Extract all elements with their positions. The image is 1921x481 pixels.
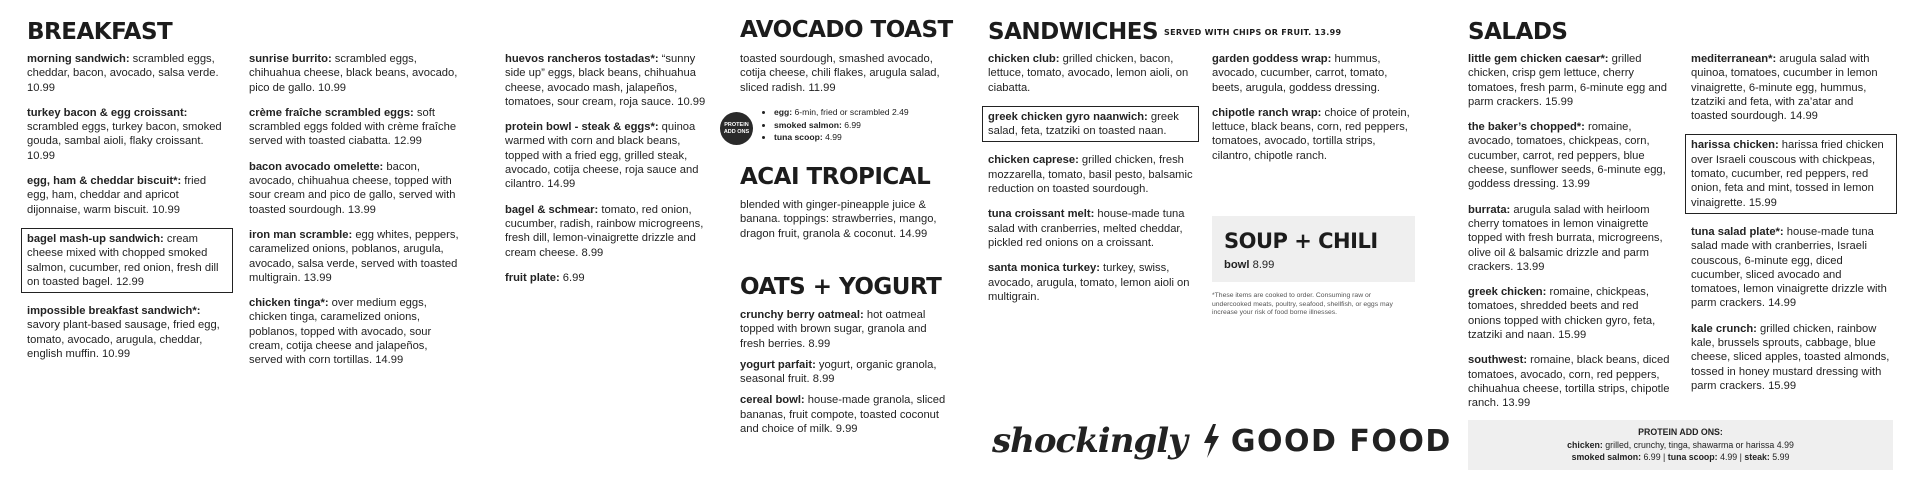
salads-column-1 bbox=[1468, 52, 1673, 422]
food-safety-fineprint: *These items are cooked to order. Consuming raw or undercooked meats, poultry, seafood, shellfish, or eggs may increase your risk of food borne illnesses. bbox=[1212, 292, 1393, 316]
menu-item-turkey-bacon-croissant: turkey bacon & egg croissant: scrambled eggs, turkey bacon, smoked gouda, sambal aioli, flaky croissant. 10.99 bbox=[27, 106, 222, 162]
sandwiches-heading: SANDWICHES SERVED WITH CHIPS OR FRUIT. 13.99 bbox=[988, 19, 1342, 45]
protein-add-ons-badge: PROTEIN ADD ONS bbox=[720, 112, 753, 145]
menu-item-burrata: burrata: arugula salad with heirloom cherry tomatoes in lemon vinaigrette topped with fresh burrata, microgreens, olive oil & balsamic drizzle and parm crackers. 13.99 bbox=[1468, 203, 1663, 273]
soup-chili-box bbox=[1212, 216, 1415, 282]
menu-item-chicken-caprese: chicken caprese: grilled chicken, fresh mozzarella, tomato, basil pesto, balsamic reduction on toasted sourdough. bbox=[988, 154, 1193, 196]
menu-item-garden-goddess-wrap: garden goddess wrap: hummus, avocado, cucumber, carrot, tomato, beets, arugula, goddess dressing. bbox=[1212, 53, 1388, 94]
lightning-bolt-icon bbox=[1201, 424, 1221, 458]
protein-add-ons-chicken-line: chicken: grilled, crunchy, tinga, shawarma or harissa 4.99 bbox=[1567, 439, 1794, 450]
menu-item-protein-bowl: protein bowl - steak & eggs*: quinoa warmed with corn and black beans, topped with a fried egg, grilled steak, avocado, cotija cheese, roja sauce and cilantro. 14.99 bbox=[505, 121, 699, 191]
menu-item-cereal-bowl: cereal bowl: house-made granola, sliced bananas, fruit compote, toasted coconut and choice of milk. 9.99 bbox=[740, 394, 946, 436]
menu-item-southwest: southwest: romaine, black beans, diced tomatoes, avocado, corn, red peppers, chihuahua cheese, tortilla strips, chipotle ranch. 13.99 bbox=[1468, 354, 1670, 410]
logo-script-word: shockingly bbox=[992, 421, 1187, 461]
menu-item-kale-crunch: kale crunch: grilled chicken, rainbow kale, brussels sprouts, cabbage, blue cheese, sliced apples, toasted almonds, tossed in honey mustard dressing with parm crackers. 15.99 bbox=[1691, 322, 1890, 392]
add-on-tuna-scoop: • tuna scoop: 4.99 bbox=[774, 131, 974, 144]
menu-item-bacon-avocado-omelette: bacon avocado omelette: bacon, avocado, chihuahua cheese, topped with sour cream and pico de gallo, served with toasted sourdough. 13.99 bbox=[249, 160, 456, 216]
protein-add-ons-title: PROTEIN ADD ONS: bbox=[1638, 427, 1723, 437]
avocado-add-ons-list bbox=[762, 106, 974, 144]
protein-add-ons-other-line: smoked salmon: 6.99 | tuna scoop: 4.99 | steak: 5.99 bbox=[1571, 452, 1790, 462]
menu-item-bakers-chopped: the baker’s chopped*: romaine, avocado, tomatoes, chickpeas, corn, cucumber, carrot, red peppers, blue cheese, sunflower seeds, 6-minute egg, goddess dressing. 13.99 bbox=[1468, 121, 1666, 191]
menu-item-tuna-salad-plate: tuna salad plate*: house-made tuna salad made with cranberries, Israeli couscous, 6-minute egg, diced cucumber, sliced avocado and tomatoes, lemon vinaigrette drizzle with parm crackers. 14.99 bbox=[1691, 225, 1887, 310]
breakfast-column-3 bbox=[505, 52, 715, 296]
menu-item-iron-man-scramble: iron man scramble: egg whites, peppers, caramelized onions, poblanos, arugula, avocado, salsa verde, served with toasted multigrain. 13.99 bbox=[249, 228, 459, 284]
menu-item-mediterranean: mediterranean*: arugula salad with quinoa, tomatoes, cucumber in lemon vinaigrette, 6-minute egg, hummus, tzatziki and feta, with za’atar and toasted sourdough. 14.99 bbox=[1691, 53, 1878, 123]
logo-good-food: GOOD FOOD bbox=[1230, 423, 1452, 459]
soup-chili-heading: SOUP + CHILI bbox=[1224, 229, 1378, 253]
sandwiches-column-1 bbox=[988, 52, 1193, 315]
menu-item-harissa-chicken-featured: harissa chicken: harissa fried chicken over Israeli couscous with chickpeas, tomato, cucumber, red peppers, red onion, feta and mint, tossed in lemon vinaigrette. 15.99 bbox=[1685, 134, 1897, 213]
menu-item-santa-monica-turkey: santa monica turkey: turkey, swiss, avocado, arugula, tomato, lemon aioli on multigrain. bbox=[988, 262, 1190, 303]
salad-protein-add-ons-box bbox=[1468, 420, 1893, 470]
menu-item-bagel-mashup-featured: bagel mash-up sandwich: cream cheese mixed with chopped smoked salmon, cucumber, red onion, fresh dill on toasted bagel. 12.99 bbox=[21, 228, 233, 293]
sandwiches-column-2 bbox=[1212, 52, 1412, 174]
add-on-egg: • egg: 6-min, fried or scrambled 2.49 bbox=[774, 106, 974, 119]
menu-item-greek-gyro-naanwich-featured: greek chicken gyro naanwich: greek salad, feta, tzatziki on toasted naan. bbox=[982, 106, 1199, 143]
menu-item-tuna-croissant-melt: tuna croissant melt: house-made tuna salad with cranberries, melted cheddar, pickled red onions on a croissant. bbox=[988, 208, 1185, 249]
breakfast-column-1 bbox=[27, 52, 227, 372]
salads-heading: SALADS bbox=[1468, 19, 1568, 45]
brand-logo bbox=[992, 418, 1452, 464]
menu-item-little-gem-caesar: little gem chicken caesar*: grilled chicken, crisp gem lettuce, cherry tomatoes, fresh parm, 6-minute egg and parm crackers. 15.99 bbox=[1468, 53, 1667, 108]
menu-item-chicken-club: chicken club: grilled chicken, bacon, lettuce, tomato, avocado, lemon aioli, on ciabatta. bbox=[988, 53, 1189, 94]
menu-item-ham-cheddar-biscuit: egg, ham & cheddar biscuit*: fried egg, ham, cheddar and apricot dijonnaise, warm biscuit. 10.99 bbox=[27, 175, 207, 216]
salads-column-2 bbox=[1691, 52, 1891, 404]
menu-item-chipotle-ranch-wrap: chipotle ranch wrap: choice of protein, lettuce, black beans, corn, red peppers, tomatoes, avocado, tortilla strips, cilantro, chipotle ranch. bbox=[1212, 106, 1410, 162]
breakfast-column-2 bbox=[249, 52, 459, 379]
menu-item-bagel-schmear: bagel & schmear: tomato, red onion, cucumber, radish, rainbow microgreens, fresh dill, lemon-vinaigrette drizzle and cream cheese. 8.99 bbox=[505, 203, 704, 259]
menu-item-yogurt-parfait: yogurt parfait: yogurt, organic granola, seasonal fruit. 8.99 bbox=[740, 358, 937, 386]
menu-item-fruit-plate: fruit plate: 6.99 bbox=[505, 271, 585, 284]
add-on-smoked-salmon: • smoked salmon: 6.99 bbox=[774, 119, 974, 132]
oats-yogurt-heading: OATS + YOGURT bbox=[740, 274, 942, 300]
menu-item-greek-chicken-salad: greek chicken: romaine, chickpeas, tomatoes, shredded beets and red onions topped with chicken gyro, feta, tzatziki and naan. 15.99 bbox=[1468, 286, 1656, 342]
menu-item-creme-fraiche-eggs: crème fraîche scrambled eggs: soft scrambled eggs folded with crème fraîche served with toasted ciabatta. 12.99 bbox=[249, 106, 457, 148]
menu-item-soup-bowl: bowl 8.99 bbox=[1224, 259, 1275, 271]
menu-item-sunrise-burrito: sunrise burrito: scrambled eggs, chihuahua cheese, black beans, avocado, pico de gallo. 10.99 bbox=[249, 53, 458, 94]
acai-heading: ACAI TROPICAL bbox=[740, 164, 931, 190]
breakfast-heading: BREAKFAST bbox=[27, 19, 173, 45]
menu-item-huevos-rancheros: huevos rancheros tostadas*: “sunny side up” eggs, black beans, chihuahua cheese, avocado mash, jalapeños, tomatoes, sour cream, roja sauce. 10.99 bbox=[505, 53, 706, 108]
avocado-toast-description: toasted sourdough, smashed avocado, cotija cheese, chili flakes, arugula salad, sliced radish. 11.99 bbox=[740, 53, 940, 94]
avocado-toast-heading: AVOCADO TOAST bbox=[740, 17, 953, 43]
menu-item-crunchy-berry-oatmeal: crunchy berry oatmeal: hot oatmeal topped with brown sugar, granola and fresh berries. 8.99 bbox=[740, 309, 927, 350]
oats-yogurt-list bbox=[740, 308, 952, 447]
sandwiches-price-note: SERVED WITH CHIPS OR FRUIT. 13.99 bbox=[1164, 27, 1342, 37]
acai-description: blended with ginger-pineapple juice & banana. toppings: strawberries, mango, dragon fruit, granola & coconut. 14.99 bbox=[740, 199, 937, 240]
menu-item-impossible-sandwich: impossible breakfast sandwich*: savory plant-based sausage, fried egg, tomato, avocado, arugula, cheddar, english muffin. 10.99 bbox=[27, 305, 220, 361]
menu-item-morning-sandwich: morning sandwich: scrambled eggs, cheddar, bacon, avocado, salsa verde. 10.99 bbox=[27, 53, 219, 94]
menu-item-chicken-tinga: chicken tinga*: over medium eggs, chicken tinga, caramelized onions, poblanos, topped with avocado, sour cream, cotija cheese and jalapeños, served with corn tortillas. 14.99 bbox=[249, 297, 432, 367]
